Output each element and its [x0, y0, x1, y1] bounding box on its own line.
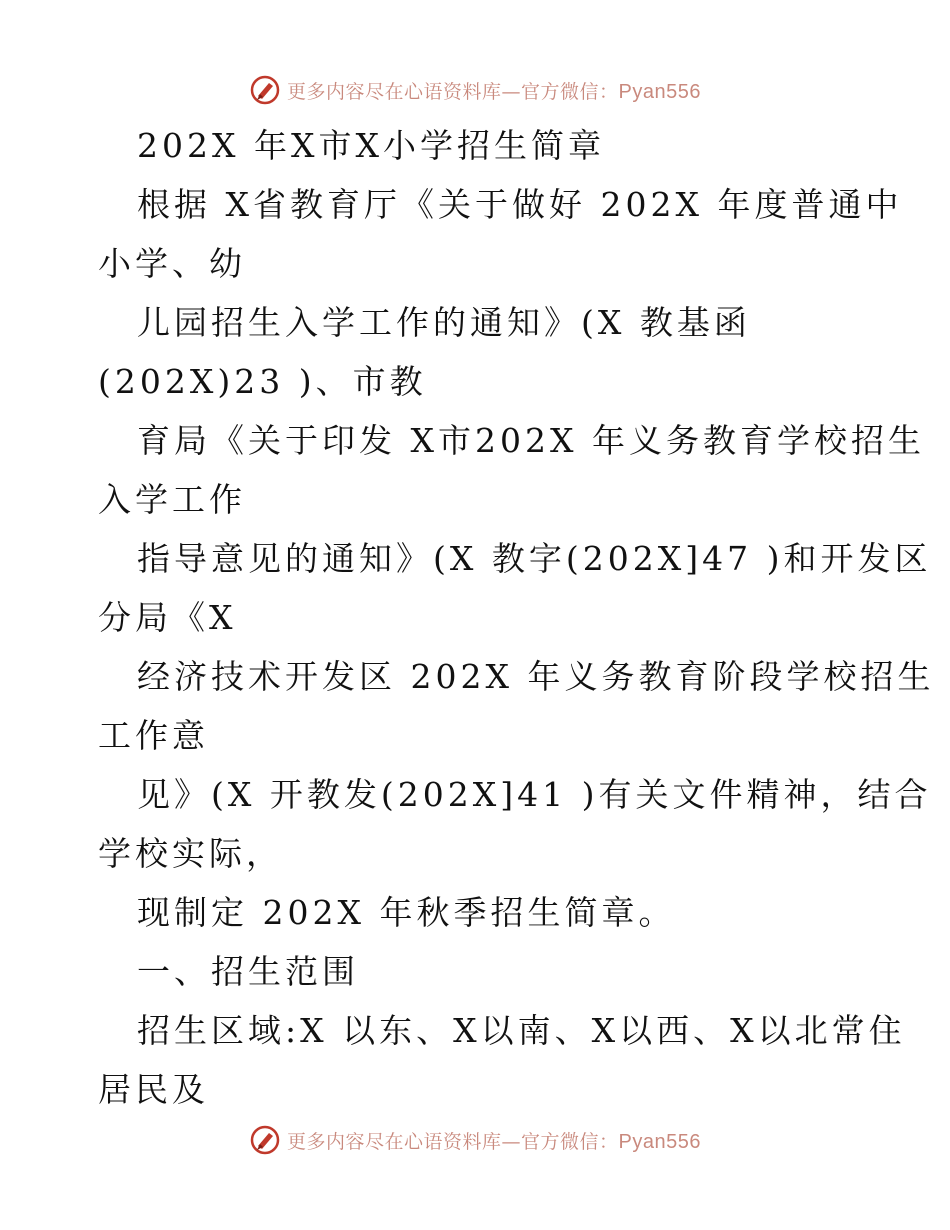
- doc-title: 202X 年X市X小学招生简章: [137, 126, 605, 165]
- doc-line: 招生区域:X 以东、X以南、X以西、X以北常住: [137, 1011, 906, 1050]
- doc-line: 儿园招生入学工作的通知》(X 教基函: [137, 303, 751, 342]
- doc-line: 入学工作: [98, 480, 246, 519]
- header-brand-text: 更多内容尽在心语资料库—官方微信：: [287, 80, 619, 103]
- doc-line: 学校实际，: [98, 834, 283, 873]
- doc-line: 育局《关于印发 X市202X 年义务教育学校招生: [137, 421, 925, 460]
- header-banner: [0, 70, 950, 110]
- brand-logo-icon: [249, 74, 281, 106]
- brand-logo-icon: [249, 1124, 281, 1156]
- doc-line: 见》(X 开教发(202X]41 )有关文件精神，结合: [137, 775, 932, 814]
- doc-line: 根据 X省教育厅《关于做好 202X 年度普通中: [137, 185, 903, 224]
- doc-line: 工作意: [98, 716, 209, 755]
- doc-line: 居民及: [98, 1070, 209, 1109]
- footer-brand-id: Pyan556: [618, 1130, 701, 1153]
- doc-line: 现制定 202X 年秋季招生简章。: [137, 893, 676, 932]
- doc-line: (202X)23 )、市教: [98, 362, 427, 401]
- footer-banner: [0, 1120, 950, 1160]
- doc-line: 小学、幼: [98, 244, 246, 283]
- footer-brand: [287, 1127, 701, 1154]
- header-brand: [287, 77, 701, 104]
- doc-line: 指导意见的通知》(X 教字(202X]47 )和开发区: [137, 539, 932, 578]
- doc-line: 经济技术开发区 202X 年义务教育阶段学校招生: [137, 657, 935, 696]
- footer-brand-text: 更多内容尽在心语资料库—官方微信：: [287, 1130, 619, 1153]
- section-heading: 一、招生范围: [137, 952, 359, 991]
- header-brand-id: Pyan556: [618, 80, 701, 103]
- doc-line: 分局《X: [98, 598, 237, 637]
